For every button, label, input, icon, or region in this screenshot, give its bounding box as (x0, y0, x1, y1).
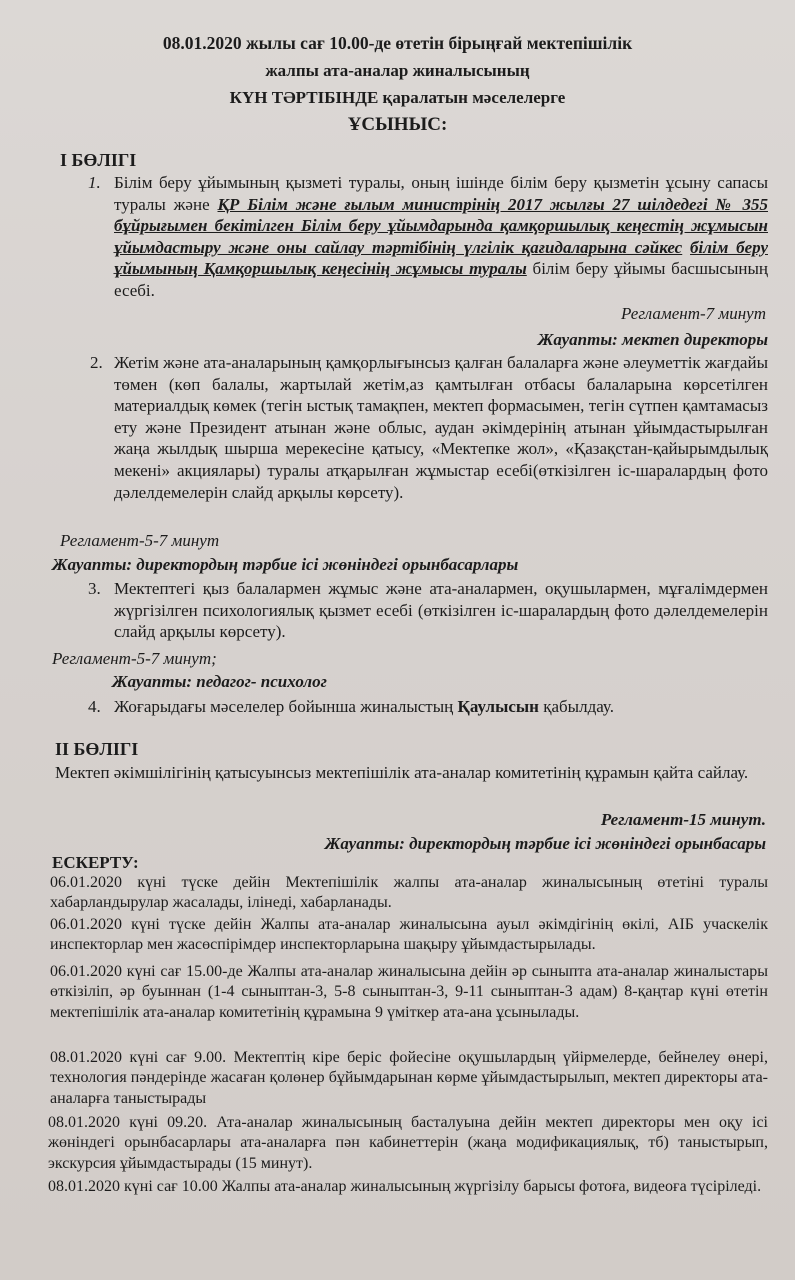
title-line-4: ҰСЫНЫС: (347, 114, 448, 135)
item1-regulation: Регламент-7 минут (621, 304, 766, 323)
note-6: 08.01.2020 күні сағ 10.00 Жалпы ата-аналар жиналысының жүргізілу барысы фотоға, видеоға түсіріледі. (48, 1178, 762, 1195)
item1-number: 1. (88, 173, 101, 192)
part2-regulation: Регламент-15 минут. (600, 810, 766, 829)
item4-text: Жоғарыдағы мәселелер бойынша жиналыстың Қаулысын қабылдау. (114, 697, 614, 716)
item2-number: 2. (90, 353, 103, 372)
item3-text: Мектептегі қыз балалармен жұмыс және ата-аналармен, оқушылармен, мұғалімдермен жүргізілген психологиялық қызмет есебі (өткізілген іс-шаралардың фото дәлелдемелерін слайд арқылы көрсету). (114, 579, 768, 642)
item1-council-reference: білім беру ұйымының Қамқоршылық кеңесінің жұмысы туралы (114, 237, 768, 279)
note-5: 08.01.2020 күні 09.20. Ата-аналар жиналысының басталуына дейін мектеп директоры мен оқу ісі жөніндегі орынбасарлары ата-аналарға пән кабинеттерін (жаңа модификациялық, тб) таныстырып, экскурсия ұйымдастырады (15 минут). (48, 1114, 768, 1172)
document-title (0, 30, 795, 138)
part2-responsible: Жауапты: директордың тәрбие ісі жөніндегі орынбасары (324, 834, 766, 853)
part2-heading: ІІ БӨЛІГІ (55, 739, 139, 759)
title-line-3: КҮН ТӘРТІБІНДЕ қаралатын мәселелерге (229, 88, 566, 107)
item2-responsible: Жауапты: директордың тәрбие ісі жөніндегі орынбасарлары (52, 555, 519, 574)
title-line-2: жалпы ата-аналар жиналысының (265, 61, 530, 80)
part1-heading: І БӨЛІГІ (60, 150, 137, 170)
note-2: 06.01.2020 күні түске дейін Жалпы ата-аналар жиналысына ауыл әкімдігінің өкілі, АІБ учаскелік инспекторлар мен жасөспірімдер инспекторларына шақыру ұйымдастырылады. (50, 916, 768, 954)
item1-text-c: білім беру ұйымы басшысының есебі. (114, 259, 769, 300)
title-line-1: 08.01.2020 жылы сағ 10.00-де өтетін бірыңғай мектепішілік (162, 33, 633, 53)
item3-responsible: Жауапты: педагог- психолог (112, 672, 327, 691)
notes-heading: ЕСКЕРТУ: (52, 853, 139, 872)
note-1: 06.01.2020 күні түске дейін Мектепішілік жалпы ата-аналар жиналысының өтетіні туралы хабарландырулар жасалады, ілінеді, хабарланады. (50, 874, 768, 912)
item4-number: 4. (88, 697, 101, 716)
item1-text (114, 172, 768, 302)
item1-order-reference: ҚР Білім және ғылым министрінің 2017 жылғы 27 шілдедегі № 355 бұйрығымен бекітілген Білім беру ұйымдарында қамқоршылық кеңестің жұмысын ұйымдастыру және оны сайлау тәртібінің үлгілік қағидаларына сәйкес (114, 194, 768, 257)
item3-number: 3. (88, 579, 101, 598)
part2-text: Мектеп әкімшілігінің қатысуынсыз мектепішілік ата-аналар комитетінің құрамын қайта сайлау. (55, 763, 749, 782)
resolution-word: Қаулысын (457, 697, 539, 716)
item3-regulation: Регламент-5-7 минут; (52, 649, 217, 668)
item1-text-a: Білім беру ұйымының қызметі туралы, оның ішінде білім беру қызметін ұсыну сапасы туралы және (114, 173, 768, 214)
item2-text: Жетім және ата-аналарының қамқорлығынсыз қалған балаларға және әлеуметтік жағдайы төмен (көп балалы, жартылай жетім,аз қамтылған отбасы балаларына көрсетілген материалдық көмек (тегін ыстық тамақпен, мектеп формасымен, тегін сүтпен қамтамасыз ету және Президент атынан және облыс, аудан әкімдерінің атынан ұйымдастырылған жаңа жылдық шырша мерекесіне қатысу, «Мектепке жол», «Қазақстан-қайырымдылық мекені» акциялары) туралы атқарылған жұмыстар есебі(өткізілген іс-шаралардың фото дәлелдемелерін слайд арқылы көрсету). (114, 353, 768, 502)
note-3: 06.01.2020 күні сағ 15.00-де Жалпы ата-аналар жиналысына дейін әр сыныпта ата-аналар жиналыстары өткізіліп, әр буыннан (1-4 сыныптан-3, 5-8 сыныптан-3, 9-11 сыныптан-3 адам) 8-қаңтар күні өтетін мектепішілік ата-аналар комитетінің құрамына 9 үміткер ата-ана ұсынылады. (50, 963, 768, 1021)
note-4: 08.01.2020 күні сағ 9.00. Мектептің кіре беріс фойесіне оқушылардың үйірмелерде, бейнелеу өнері, технология пәндерінде жасаған қолөнер бұйымдарынан көрме ұйымдастырылып, мектеп директоры ата-аналарға таныстырады (50, 1049, 768, 1107)
item2-regulation: Регламент-5-7 минут (60, 531, 220, 550)
item1-responsible: Жауапты: мектеп директоры (537, 330, 768, 349)
